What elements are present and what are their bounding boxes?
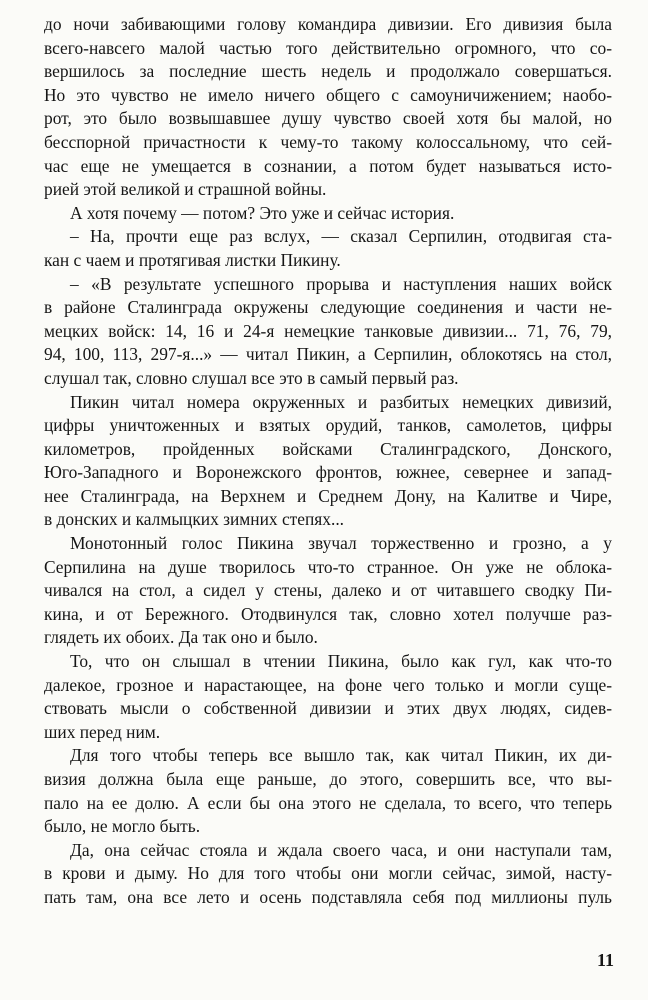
text-line: Юго-Западного и Воронежского фронтов, южнее, севернее и запад- — [44, 462, 612, 483]
page-number: 11 — [596, 950, 614, 970]
text-line: Монотонный голос Пикина звучал торжественно и грозно, а у — [70, 533, 612, 554]
text-line: в крови и дыму. Но для того чтобы они могли сейчас, зимой, насту- — [44, 863, 612, 884]
paragraph — [44, 273, 612, 391]
text-line: Да, она сейчас стояла и ждала своего часа, и они наступали там, — [70, 839, 612, 860]
text-line: То, что он слышал в чтении Пикина, было как гул, как что-то — [70, 651, 612, 672]
text-line: рией этой великой и страшной войны. — [44, 179, 327, 200]
text-line: километров, пройденных войсками Сталинградского, Донского, — [44, 438, 612, 459]
paragraph — [44, 650, 612, 744]
text-line: вершилось за последние шесть недель и продолжало совершаться. — [44, 61, 612, 82]
text-line: ствовать мысли о собственной дивизии и этих двух людях, сидев- — [44, 698, 612, 719]
text-line: А хотя почему — потом? Это уже и сейчас история. — [70, 202, 455, 223]
paragraph — [44, 391, 612, 533]
text-line: слушал так, словно слушал все это в самый первый раз. — [44, 367, 459, 388]
page-text — [44, 13, 612, 910]
text-line: чивался на стол, а сидел у стены, далеко и от читавшего сводку Пи- — [44, 580, 612, 601]
text-line: Но это чувство не имело ничего общего с самоуничижением; наобо- — [44, 84, 612, 105]
text-line: визия должна была еще раньше, до этого, совершить все, что вы- — [44, 769, 612, 789]
text-line: всего-навсего малой частью того действительно огромного, что со- — [44, 37, 612, 58]
text-line: нее Сталинграда, на Верхнем и Среднем Дону, на Калитве и Чире, — [44, 485, 612, 506]
paragraph — [44, 225, 612, 272]
text-line: пать там, она все лето и осень подставляла себя под миллионы пуль — [44, 886, 612, 907]
text-line: час еще не умещается в сознании, а потом будет называться исто- — [44, 155, 612, 176]
text-line: Пикин читал номера окруженных и разбитых немецких дивизий, — [70, 391, 612, 412]
text-line: было, не могло быть. — [44, 816, 201, 837]
text-line: рот, это было возвышавшее душу чувство своей хотя бы малой, но — [44, 108, 612, 129]
text-line: кина, и от Бережного. Отодвинулся так, словно хотел получше раз- — [44, 603, 612, 624]
text-line: далекое, грозное и нарастающее, на фоне чего только и могли суще- — [44, 674, 612, 695]
text-line: пало на ее долю. А если бы она этого не сделала, то всего, что теперь — [44, 792, 612, 813]
text-line: – На, прочти еще раз вслух, — сказал Серпилин, отодвигая ста- — [70, 226, 612, 247]
text-line: кан с чаем и протягивая листки Пикину. — [44, 249, 341, 270]
text-line: 94, 100, 113, 297-я...» — читал Пикин, а Серпилин, облокотясь на стол, — [44, 344, 612, 365]
paragraph — [44, 532, 612, 650]
text-line: мецких войск: 14, 16 и 24-я немецкие танковые дивизии... 71, 76, 79, — [44, 320, 612, 341]
text-line: бесспорной причастности к чему-то такому колоссальному, что сей- — [44, 131, 612, 152]
paragraph — [44, 839, 612, 910]
paragraph — [44, 202, 612, 226]
text-line: ших перед ним. — [44, 721, 161, 742]
text-line: в районе Сталинграда окружены следующие соединения и части не- — [44, 297, 612, 318]
text-line: Серпилина на душе творилось что-то странное. Он уже не облока- — [44, 556, 612, 577]
paragraph — [44, 744, 612, 838]
paragraph — [44, 13, 612, 202]
text-line: глядеть их обоих. Да так оно и было. — [44, 627, 318, 648]
text-line: в донских и калмыцких зимних степях... — [44, 509, 345, 530]
text-line: до ночи забивающими голову командира дивизии. Его дивизия была — [44, 14, 612, 34]
text-line: Для того чтобы теперь все вышло так, как читал Пикин, их ди- — [70, 745, 612, 766]
text-line: цифры уничтоженных и взятых орудий, танков, самолетов, цифры — [44, 415, 612, 436]
text-line: – «В результате успешного прорыва и наступления наших войск — [70, 273, 612, 294]
